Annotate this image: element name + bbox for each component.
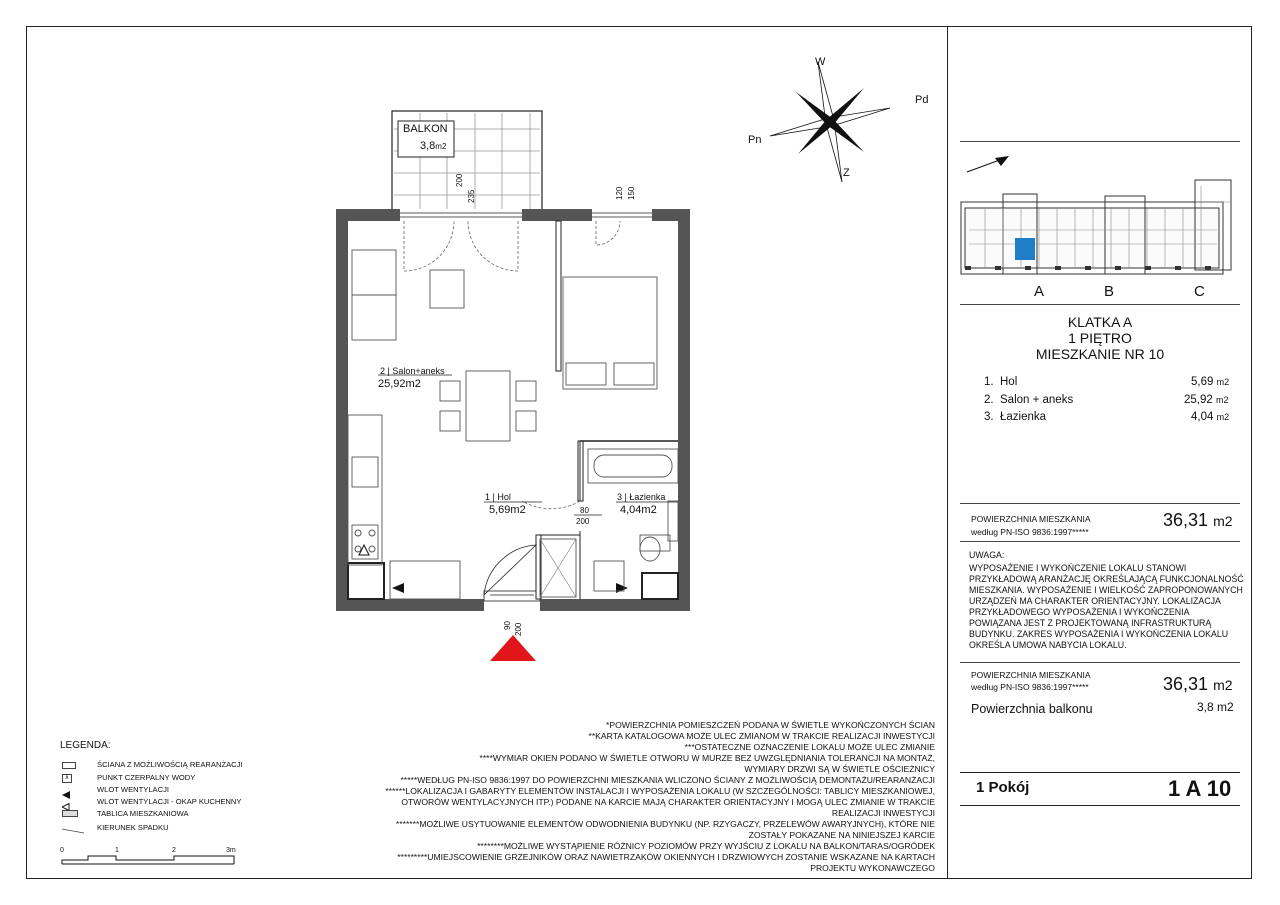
panel-rule <box>960 662 1240 663</box>
footnote: *****WEDŁUG PN-ISO 9836:1997 DO POWIERZCHNI MIESZKANIA WLICZONO ŚCIANY Z MOŻLIWOŚCIĄ DEMONTAŻU/REARANŻACJI <box>400 775 935 785</box>
room-1-header: 1 | Hol <box>485 492 511 502</box>
footnote: ***OSTATECZNE OZNACZENIE LOKALU MOŻE ULEC ZMIANIE <box>684 742 935 752</box>
footnote: **KARTA KATALOGOWA MOŻE ULEC ZMIANOM W TRAKCIE REALIZACJI INWESTYCJI <box>588 731 935 741</box>
ventilation-icon <box>62 786 76 794</box>
panel-rule <box>960 503 1240 504</box>
section-label: A <box>1034 283 1045 300</box>
dim-balcony-door-a: 200 <box>455 173 464 187</box>
total-area-value-2: 36,31 m2 <box>1163 674 1233 694</box>
scale-label: 3m <box>226 847 236 854</box>
room-2-area: 25,92m2 <box>378 378 421 390</box>
slope-direction-icon <box>62 822 76 830</box>
compass-pn-label: Pn <box>748 134 762 146</box>
panel-rule <box>960 541 1240 542</box>
area-label: POWIERZCHNIA MIESZKANIA <box>971 514 1091 524</box>
warning-line: BUDYNKU. ZAKRES WYPOSAŻENIA I WYKOŃCZENIA LOKALU <box>969 629 1229 639</box>
room-row-area: 5,69 m2 <box>1191 376 1230 388</box>
warning-line: URZĄDZEŃ MA CHARAKTER ORIENTACYJNY. LOKALIZACJA <box>969 596 1221 606</box>
entry-marker <box>490 635 536 661</box>
balcony-area-value: 3,8 m2 <box>1197 700 1234 714</box>
section-label: C <box>1194 283 1205 300</box>
footnote: OTWORÓW WENTYLACYJNYCH ITP.) PODANE NA KARCIE MAJĄ CHARAKTER ORIENTACYJNY I MOGĄ ULEC ZMIANIE W TRAKCIE <box>401 797 935 807</box>
footnote: ********MOŻLIWE WYSTĄPIENIE RÓŻNICY POZIOMÓW PRZY WYJŚCIU Z LOKALU NA BALKON/TARAS/OGRÓDEK <box>477 841 935 851</box>
warning-line: WYPOSAŻENIE I WYKOŃCZENIE LOKALU STANOWI <box>969 563 1187 573</box>
room-3-area: 4,04m2 <box>620 504 657 516</box>
dim-balcony-door-b: 235 <box>467 189 476 203</box>
water-point-icon: ⊼ <box>62 774 72 783</box>
footnote: PROJEKTU WYKONAWCZEGO <box>810 863 935 873</box>
rearrangeable-wall-icon <box>62 762 76 769</box>
building-key-plan <box>955 172 1245 282</box>
panel-rule <box>960 805 1240 806</box>
footnote: ******LOKALIZACJA I GABARYTY ELEMENTÓW INSTALACJI I WYPOSAŻENIA LOKALU (W SZCZEGÓLNOŚCI: TABLICY MIESZKANIOWEJ, <box>385 786 935 796</box>
dim-bath-door-a: 80 <box>580 506 589 515</box>
scale-bar <box>58 846 248 868</box>
highlighted-apartment <box>1015 238 1035 260</box>
balcony-area: 3,8m2 <box>420 140 447 152</box>
warning-line: PRZYKŁADOWĄ ARANŻACJĘ OKREŚLAJĄCĄ FUNKCJONALNOŚĆ <box>969 574 1244 584</box>
footnote: WYMIARY DRZWI SĄ W ŚWIETLE OŚCIEŻNICY <box>744 764 935 774</box>
legend-item: PUNKT CZERPALNY WODY <box>97 773 196 782</box>
room-row-name: Salon + aneks <box>1000 394 1074 406</box>
balcony-area-label: Powierzchnia balkonu <box>971 702 1093 716</box>
legend-item: WLOT WENTYLACJI <box>97 785 170 794</box>
dim-entry-b: 200 <box>514 622 523 636</box>
dim-entry-a: 90 <box>503 621 512 630</box>
panel-rule <box>960 772 1240 773</box>
area-standard-2: według PN-ISO 9836:1997***** <box>971 682 1089 692</box>
panel-rule <box>960 141 1240 142</box>
scale-label: 0 <box>60 847 64 854</box>
room-2-header: 2 | Salon+aneks <box>380 366 445 376</box>
footnote: *POWIERZCHNIA POMIESZCZEŃ PODANA W ŚWIETLE WYKOŃCZONYCH ŚCIAN <box>606 720 935 730</box>
dim-bath-door-b: 200 <box>576 517 590 526</box>
legend-item: WLOT WENTYLACJI - OKAP KUCHENNY <box>97 797 242 806</box>
room-row-area: 4,04 m2 <box>1191 411 1230 423</box>
kitchen-hood-vent-icon <box>62 798 76 806</box>
footnote: REALIZACJI INWESTYCJI <box>831 808 935 818</box>
stairwell-title: KLATKA A <box>1067 314 1133 330</box>
panel-rule <box>960 304 1240 305</box>
warning-line: MIESZKANIA. WYPOSAŻENIE I WIELKOŚĆ ZAPROPONOWANYCH <box>969 585 1243 595</box>
scale-label: 1 <box>115 847 119 854</box>
legend-item: ŚCIANA Z MOŻLIWOŚCIĄ REARANŻACJI <box>97 760 243 769</box>
room-3-header: 3 | Łazienka <box>617 492 666 502</box>
footnote: *******MOŻLIWE USYTUOWANIE ELEMENTÓW ODWODNIENIA BUDYNKU (NP. RZYGACZY, PRZELEWÓW AWARYJNYCH), KTÓRE NIE <box>395 819 935 829</box>
compass-w-label: W <box>815 56 826 68</box>
apartment-code: 1 A 10 <box>1168 776 1232 801</box>
footnote: ****WYMIAR OKIEN PODANO W ŚWIETLE OTWORU W MURZE BEZ UWZGLĘDNIANIA TOLERANCJI NA MONTAŻ, <box>479 753 935 763</box>
room-row-num: 3. <box>984 411 994 423</box>
room-count: 1 Pokój <box>976 779 1030 796</box>
footnote: ZOSTAŁY POKAZANE NA NINIEJSZEJ KARCIE <box>748 830 935 840</box>
warning-title: UWAGA: <box>969 550 1005 560</box>
compass-rose-icon <box>740 52 940 182</box>
scale-label: 2 <box>172 847 176 854</box>
area-standard: według PN-ISO 9836:1997***** <box>971 527 1089 537</box>
compass-z-label: Z <box>843 167 850 179</box>
dim-window-b: 150 <box>627 186 636 200</box>
room-1-area: 5,69m2 <box>489 504 526 516</box>
room-row-num: 1. <box>984 376 994 388</box>
panel-divider <box>947 26 948 879</box>
legend-item: TABLICA MIESZKANIOWA <box>97 809 189 818</box>
floor-plan <box>330 105 700 675</box>
room-row-num: 2. <box>984 394 994 406</box>
dim-window-a: 120 <box>615 186 624 200</box>
total-area-value: 36,31 m2 <box>1163 510 1233 530</box>
compass-pd-label: Pd <box>915 94 929 106</box>
legend-title: LEGENDA: <box>60 740 111 751</box>
floor-title: 1 PIĘTRO <box>1068 330 1132 346</box>
section-label: B <box>1104 283 1115 300</box>
room-row-name: Hol <box>1000 376 1018 388</box>
room-row-name: Łazienka <box>1000 411 1047 423</box>
footnote: *********UMIEJSCOWIENIE GRZEJNIKÓW ORAZ NAWIETRZAKÓW OKIENNYCH I DRZWIOWYCH ZOSTANIE WSKAZANE NA KARTACH <box>397 852 935 862</box>
warning-line: POWIĄZANA JEST Z PROJEKTOWANĄ INFRASTRUKTURĄ <box>969 618 1212 628</box>
apartment-title: MIESZKANIE NR 10 <box>1035 346 1165 362</box>
apartment-panel-icon <box>62 810 78 817</box>
legend-item: KIERUNEK SPADKU <box>97 823 169 832</box>
area-label-2: POWIERZCHNIA MIESZKANIA <box>971 670 1091 680</box>
balcony-label: BALKON <box>403 123 448 135</box>
warning-line: PRZYKŁADOWEGO WYPOSAŻENIA I WYKOŃCZENIA <box>969 607 1190 617</box>
warning-line: OKREŚLA UMOWA NABYCIA LOKALU. <box>969 640 1127 650</box>
room-row-area: 25,92 m2 <box>1184 394 1229 406</box>
